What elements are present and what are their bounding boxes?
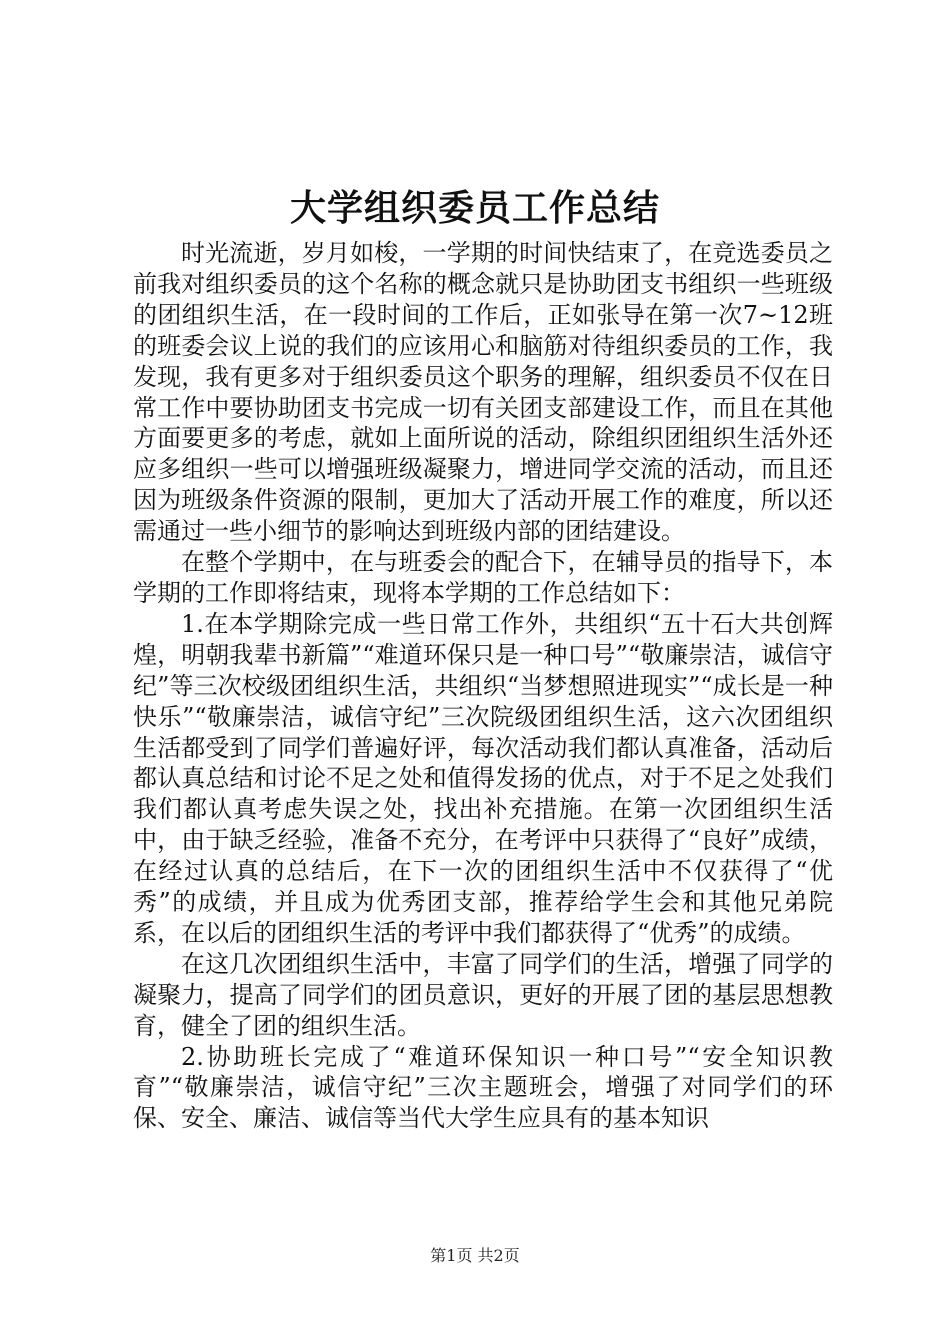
paragraph-item-2: 2.协助班长完成了“难道环保知识一种口号”“安全知识教育”“敬廉崇洁，诚信守纪”三次主题班会，增强了对同学们的环保、安全、廉洁、诚信等当代大学生应具有的基本知识 [133, 1042, 833, 1133]
paragraph-intro: 时光流逝，岁月如梭，一学期的时间快结束了，在竞选委员之前我对组织委员的这个名称的概念就只是协助团支书组织一些班级的团组织生活，在一段时间的工作后，正如张导在第一次7~12班的班委会议上说的我们的应该用心和脑筋对待组织委员的工作，我发现，我有更多对于组织委员这个职务的理解，组织委员不仅在日常工作中要协助团支书完成一切有关团支部建设工作，而且在其他方面要更多的考虑，就如上面所说的活动，除组织团组织生活外还应多组织一些可以增强班级凝聚力，增进同学交流的活动，而且还因为班级条件资源的限制，更加大了活动开展工作的难度，所以还需通过一些小细节的影响达到班级内部的团结建设。 [133, 239, 833, 546]
paragraph-item-1-result: 在这几次团组织生活中，丰富了同学们的生活，增强了同学的凝聚力，提高了同学们的团员意识，更好的开展了团的基层思想教育，健全了团的组织生活。 [133, 949, 833, 1040]
paragraph-item-1: 1.在本学期除完成一些日常工作外，共组织“五十石大共创辉煌，明朝我辈书新篇”“难道环保只是一种口号”“敬廉崇洁，诚信守纪”等三次校级团组织生活，共组织“当梦想照进现实”“成长是一种快乐”“敬廉崇洁，诚信守纪”三次院级团组织生活，这六次团组织生活都受到了同学们普遍好评，每次活动我们都认真准备，活动后都认真总结和讨论不足之处和值得发扬的优点，对于不足之处我们我们都认真考虑失误之处，找出补充措施。在第一次团组织生活中，由于缺乏经验，准备不充分，在考评中只获得了“良好”成绩，在经过认真的总结后，在下一次的团组织生活中不仅获得了“优秀”的成绩，并且成为优秀团支部，推荐给学生会和其他兄弟院系，在以后的团组织生活的考评中我们都获得了“优秀”的成绩。 [133, 609, 833, 947]
page-footer: 第1页 共2页 [430, 1246, 520, 1265]
document-body [133, 238, 833, 1134]
document-title: 大学组织委员工作总结 [289, 187, 660, 229]
paragraph-summary-lead: 在整个学期中，在与班委会的配合下，在辅导员的指导下，本学期的工作即将结束，现将本学期的工作总结如下： [133, 548, 833, 607]
